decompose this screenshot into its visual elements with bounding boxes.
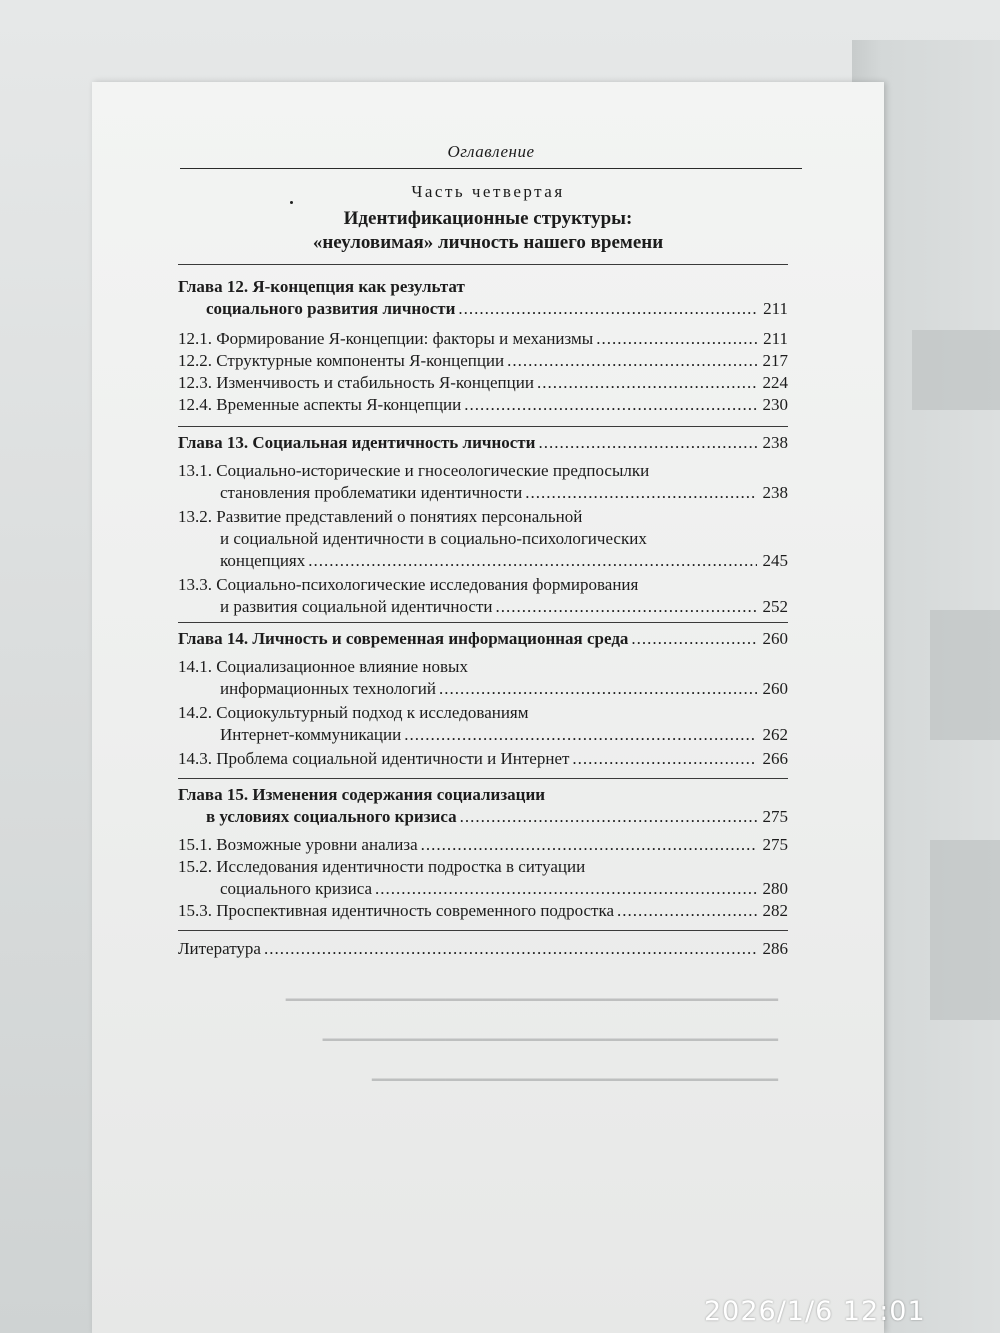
toc-section-15-3[interactable] xyxy=(178,900,788,922)
toc-section-12-1[interactable] xyxy=(178,328,788,350)
divider xyxy=(178,778,788,779)
toc-section-12-2[interactable] xyxy=(178,350,788,372)
section-title-line2: становления проблематики идентичности xyxy=(220,483,523,502)
toc-section-15-2[interactable] xyxy=(178,856,788,900)
page-number: 211 xyxy=(763,299,788,318)
section-title-line2: Интернет-коммуникации xyxy=(220,725,402,744)
adjacent-page-shadow-block xyxy=(930,610,1000,740)
leader-dots xyxy=(496,596,757,618)
page-number: 275 xyxy=(762,835,788,854)
leader-dots xyxy=(572,748,757,770)
section-title-line2: информационных технологий xyxy=(220,679,436,698)
page-number: 280 xyxy=(762,879,788,898)
toc-literature[interactable] xyxy=(178,938,788,960)
page-number: 282 xyxy=(762,901,788,920)
toc-section-14-3[interactable] xyxy=(178,748,788,770)
chapter-title-line1: Глава 14. Личность и современная информационная среда xyxy=(178,629,629,648)
section-title-line1: 13.2. Развитие представлений о понятиях персональной xyxy=(178,507,583,526)
leader-dots xyxy=(525,482,757,504)
toc-chapter-12[interactable] xyxy=(178,276,788,320)
divider xyxy=(178,426,788,427)
book-page xyxy=(92,82,884,1333)
photo-timestamp: 2026/1/6 12:01 xyxy=(704,1296,926,1327)
leader-dots xyxy=(538,432,757,454)
toc-section-12-3[interactable] xyxy=(178,372,788,394)
section-title: 12.4. Временные аспекты Я-концепции xyxy=(178,395,462,414)
part-title-line1: Идентификационные структуры: xyxy=(343,208,633,229)
divider xyxy=(178,622,788,623)
section-title: 15.1. Возможные уровни анализа xyxy=(178,835,418,854)
page-number: 286 xyxy=(762,939,788,958)
leader-dots xyxy=(507,350,757,372)
section-title-line2: и социальной идентичности в социально-психологических xyxy=(220,529,647,548)
page-number: 211 xyxy=(763,329,788,348)
page-number: 260 xyxy=(762,629,788,648)
leader-dots xyxy=(375,878,757,900)
page-number: 217 xyxy=(762,351,788,370)
leader-dots xyxy=(596,328,757,350)
divider xyxy=(178,930,788,931)
chapter-title-line2: в условиях социального кризиса xyxy=(206,807,457,826)
part-label: Часть четвертая xyxy=(411,182,565,201)
page-number: 238 xyxy=(762,433,788,452)
section-title: 12.3. Изменчивость и стабильность Я-концепции xyxy=(178,373,534,392)
page-number: 238 xyxy=(762,483,788,502)
adjacent-page-shadow-block xyxy=(912,330,1000,410)
page-number: 252 xyxy=(762,597,788,616)
leader-dots xyxy=(617,900,757,922)
section-title-line1: 13.3. Социально-психологические исследования формирования xyxy=(178,575,639,594)
part-title-line2: «неуловимая» личность нашего времени xyxy=(312,232,664,253)
section-title-line2: и развития социальной идентичности xyxy=(220,597,493,616)
divider xyxy=(178,264,788,265)
literature-title: Литература xyxy=(178,939,261,958)
section-title-line3: концепциях xyxy=(220,551,306,570)
bleed-through-text: ▁▁▁▁▁▁▁▁▁▁▁▁▁▁▁▁▁▁▁▁▁▁▁▁▁▁▁▁▁▁▁▁▁▁▁▁▁ xyxy=(322,1024,778,1041)
section-title: 12.2. Структурные компоненты Я-концепции xyxy=(178,351,505,370)
section-title: 12.1. Формирование Я-концепции: факторы и механизмы xyxy=(178,329,594,348)
leader-dots xyxy=(308,550,757,572)
leader-dots xyxy=(537,372,757,394)
toc-section-14-2[interactable] xyxy=(178,702,788,746)
toc-section-15-1[interactable] xyxy=(178,834,788,856)
leader-dots xyxy=(264,938,757,960)
toc-section-13-3[interactable] xyxy=(178,574,788,618)
toc-chapter-15[interactable] xyxy=(178,784,788,828)
section-title: 14.3. Проблема социальной идентичности и Интернет xyxy=(178,749,570,768)
page-number: 262 xyxy=(762,725,788,744)
section-title-line1: 14.2. Социокультурный подход к исследованиям xyxy=(178,703,529,722)
page-number: 260 xyxy=(762,679,788,698)
toc-section-13-1[interactable] xyxy=(178,460,788,504)
page-number: 275 xyxy=(762,807,788,826)
leader-dots xyxy=(460,806,757,828)
section-title-line1: 15.2. Исследования идентичности подростка в ситуации xyxy=(178,857,586,876)
leader-dots xyxy=(464,394,757,416)
section-title-line1: 14.1. Социализационное влияние новых xyxy=(178,657,468,676)
page-number: 230 xyxy=(762,395,788,414)
adjacent-page-shadow-block xyxy=(930,840,1000,1020)
leader-dots xyxy=(458,298,757,320)
leader-dots xyxy=(421,834,757,856)
running-header xyxy=(180,138,802,169)
page-number: 245 xyxy=(762,551,788,570)
toc-chapter-14[interactable] xyxy=(178,628,788,650)
chapter-title-line2: социального развития личности xyxy=(206,299,456,318)
page-number: 224 xyxy=(762,373,788,392)
section-title-line2: социального кризиса xyxy=(220,879,373,898)
leader-dots xyxy=(631,628,757,650)
toc-chapter-13[interactable] xyxy=(178,432,788,454)
section-title: 15.3. Проспективная идентичность современного подростка xyxy=(178,901,615,920)
leader-dots xyxy=(439,678,757,700)
section-title-line1: 13.1. Социально-исторические и гносеологические предпосылки xyxy=(178,461,650,480)
bleed-through-text: ▁▁▁▁▁▁▁▁▁▁▁▁▁▁▁▁▁▁▁▁▁▁▁▁▁▁▁▁▁▁▁▁▁ xyxy=(371,1064,778,1081)
chapter-title-line1: Глава 15. Изменения содержания социализации xyxy=(178,785,546,804)
chapter-title-line1: Глава 13. Социальная идентичность личности xyxy=(178,433,536,452)
running-title: Оглавление xyxy=(447,142,535,161)
toc-section-13-2[interactable] xyxy=(178,506,788,572)
bleed-through-text: ▁▁▁▁▁▁▁▁▁▁▁▁▁▁▁▁▁▁▁▁▁▁▁▁▁▁▁▁▁▁▁▁▁▁▁▁▁▁▁▁ xyxy=(285,984,778,1001)
leader-dots xyxy=(404,724,757,746)
chapter-title-line1: Глава 12. Я-концепция как результат xyxy=(178,277,465,296)
page-number: 266 xyxy=(762,749,788,768)
toc-section-12-4[interactable] xyxy=(178,394,788,416)
toc-section-14-1[interactable] xyxy=(178,656,788,700)
